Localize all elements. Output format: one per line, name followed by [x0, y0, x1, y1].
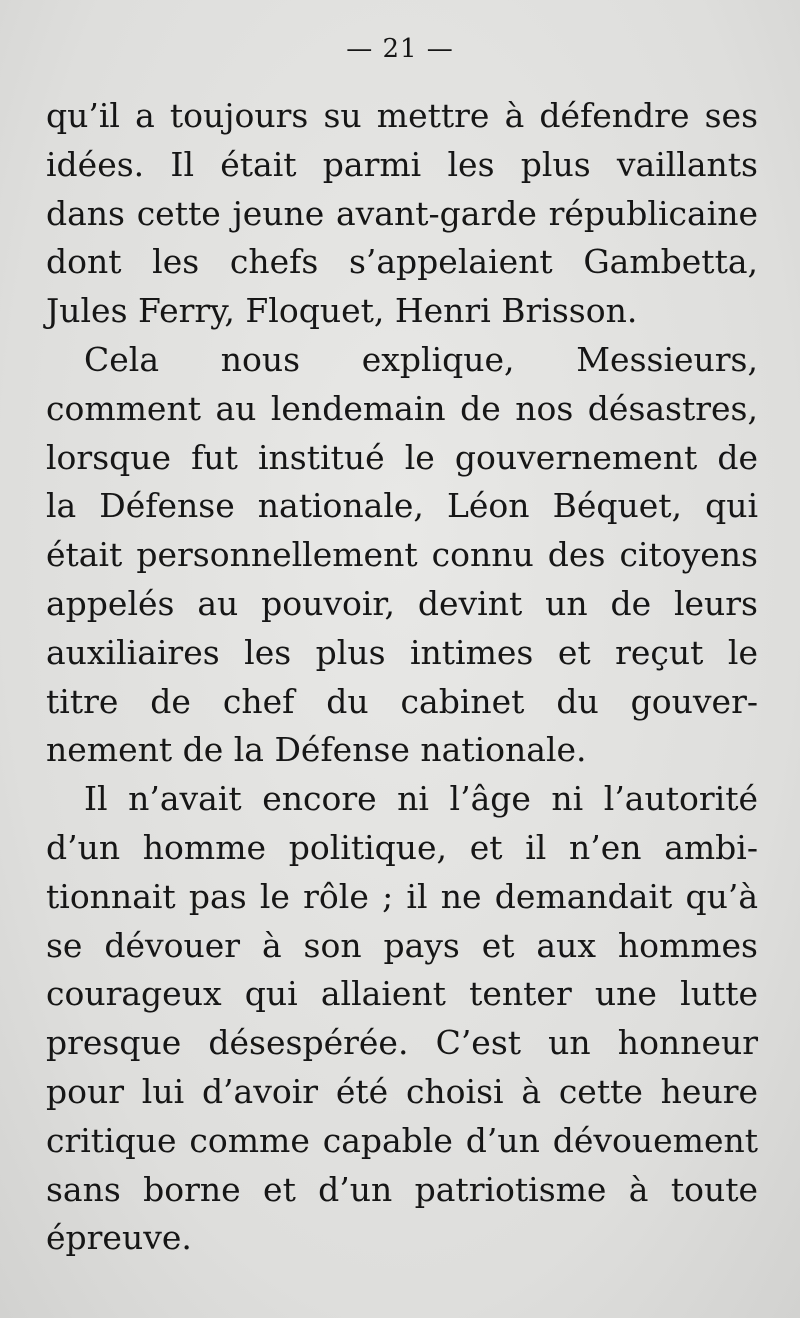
text-line: idées. Il était parmi les plus vaillants	[46, 144, 758, 184]
page-number: — 21 —	[346, 34, 454, 64]
text-line: d’un homme politique, et il n’en ambi-	[46, 827, 758, 867]
text-line: se dévouer à son pays et aux hommes	[46, 925, 758, 965]
text-line: la Défense nationale, Léon Béquet, qui	[46, 486, 758, 526]
text-line: nement de la Défense nationale.	[46, 730, 587, 770]
text-line: était personnellement connu des citoyens	[46, 535, 758, 575]
text-line: courageux qui allaient tenter une lutte	[46, 974, 758, 1014]
text-line: dans cette jeune avant-garde républicaine	[46, 193, 758, 233]
text-line: pour lui d’avoir été choisi à cette heure	[46, 1071, 758, 1111]
text-line: sans borne et d’un patriotisme à toute	[46, 1169, 758, 1209]
text-line: auxiliaires les plus intimes et reçut le	[46, 632, 758, 672]
text-line: qu’il a toujours su mettre à défendre ses	[46, 96, 758, 135]
text-line: épreuve.	[46, 1218, 192, 1258]
body-text	[46, 92, 758, 1263]
paragraph-start-line: Cela nous explique, Messieurs,	[84, 339, 758, 379]
text-line: appelés au pouvoir, devint un de leurs	[46, 583, 758, 623]
text-line: dont les chefs s’appelaient Gambetta,	[46, 242, 758, 282]
paragraph-start-line: Il n’avait encore ni l’âge ni l’autorité	[84, 779, 758, 819]
text-line: lorsque fut institué le gouvernement de	[46, 437, 758, 477]
text-line: tionnait pas le rôle ; il ne demandait qu’à	[46, 876, 758, 916]
text-line: Jules Ferry, Floquet, Henri Brisson.	[46, 291, 638, 331]
text-line: presque désespérée. C’est un honneur	[46, 1023, 758, 1063]
text-line: comment au lendemain de nos désastres,	[46, 388, 758, 428]
text-line: critique comme capable d’un dévouement	[46, 1120, 758, 1160]
text-line: titre de chef du cabinet du gouver-	[46, 681, 758, 721]
